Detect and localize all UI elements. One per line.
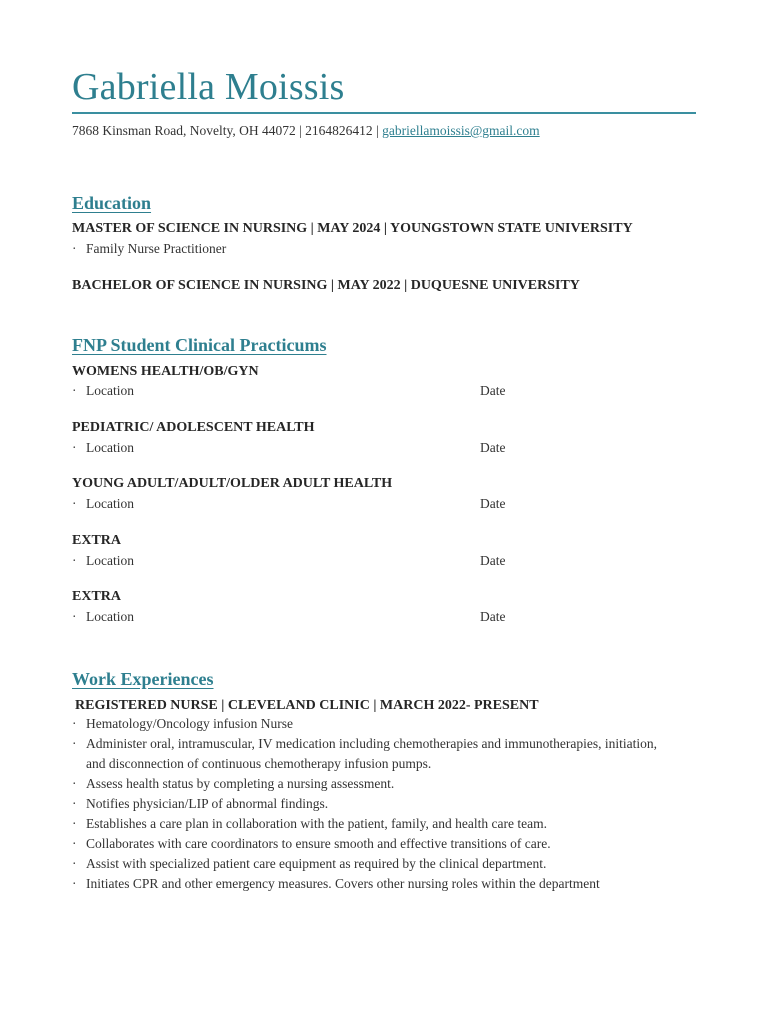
bullet-dot: · xyxy=(72,609,77,624)
work-bullet-text: Assist with specialized patient care equipment as required by the clinical department. xyxy=(86,856,547,871)
practicum-location xyxy=(72,551,134,571)
section-title-practicums: FNP Student Clinical Practicums xyxy=(72,335,327,355)
bullet-dot: · xyxy=(72,496,77,511)
practicum-location-text: Location xyxy=(86,440,134,455)
practicum-date: Date xyxy=(480,496,506,511)
practicum-location xyxy=(72,438,134,458)
practicum-date: Date xyxy=(480,553,506,568)
work-bullet-text: Establishes a care plan in collaboration with the patient, family, and health care team. xyxy=(86,816,547,831)
practicum-location-text: Location xyxy=(86,553,134,568)
practicum-location-text: Location xyxy=(86,609,134,624)
list-item xyxy=(72,734,672,774)
work-bullet-list xyxy=(72,714,672,894)
contact-line xyxy=(72,122,540,140)
practicum-date: Date xyxy=(480,440,506,455)
list-item xyxy=(72,874,672,894)
bullet-dot: · xyxy=(72,836,77,851)
education-heading-bsn: BACHELOR OF SCIENCE IN NURSING | MAY 2022 | DUQUESNE UNIVERSITY xyxy=(72,278,580,293)
practicum-location xyxy=(72,607,134,627)
email-link[interactable]: gabriellamoissis@gmail.com xyxy=(382,123,540,138)
practicum-heading: EXTRA xyxy=(72,533,122,548)
list-item xyxy=(72,794,672,814)
bullet-dot: · xyxy=(72,776,77,791)
education-bullet-text: Family Nurse Practitioner xyxy=(86,241,227,256)
practicum-location xyxy=(72,381,134,401)
list-item xyxy=(72,774,672,794)
header-divider xyxy=(72,112,696,114)
practicum-location xyxy=(72,494,134,514)
work-bullet-text: Notifies physician/LIP of abnormal findings. xyxy=(86,796,329,811)
bullet-dot: · xyxy=(72,876,77,891)
section-title-work: Work Experiences xyxy=(72,669,214,689)
practicum-heading: EXTRA xyxy=(72,589,122,604)
bullet-dot: · xyxy=(72,553,77,568)
bullet-dot: · xyxy=(72,241,77,256)
education-bullet xyxy=(72,239,226,259)
bullet-dot: · xyxy=(72,440,77,455)
practicum-location-text: Location xyxy=(86,496,134,511)
section-title-education: Education xyxy=(72,193,152,213)
practicum-heading: YOUNG ADULT/ADULT/OLDER ADULT HEALTH xyxy=(72,476,393,491)
contact-details: 7868 Kinsman Road, Novelty, OH 44072 | 2164826412 | xyxy=(72,123,383,138)
work-bullet-text: Administer oral, intramuscular, IV medication including chemotherapies and immunotherapies, initiation, and disconnection of continuous chemotherapy infusion pumps. xyxy=(86,736,657,771)
bullet-dot: · xyxy=(72,816,77,831)
list-item xyxy=(72,814,672,834)
list-item xyxy=(72,714,672,734)
practicum-date: Date xyxy=(480,383,506,398)
practicum-heading: WOMENS HEALTH/OB/GYN xyxy=(72,364,259,379)
work-bullet-text: Collaborates with care coordinators to ensure smooth and effective transitions of care. xyxy=(86,836,551,851)
work-bullet-text: Initiates CPR and other emergency measures. Covers other nursing roles within the department xyxy=(86,876,600,891)
work-bullet-text: Assess health status by completing a nursing assessment. xyxy=(86,776,395,791)
practicum-location-text: Location xyxy=(86,383,134,398)
bullet-dot: · xyxy=(72,716,77,731)
bullet-dot: · xyxy=(72,383,77,398)
education-heading-msn: MASTER OF SCIENCE IN NURSING | MAY 2024 | YOUNGSTOWN STATE UNIVERSITY xyxy=(72,221,633,236)
list-item xyxy=(72,854,672,874)
bullet-dot: · xyxy=(72,736,77,751)
work-heading: REGISTERED NURSE | CLEVELAND CLINIC | MARCH 2022- PRESENT xyxy=(75,698,539,713)
bullet-dot: · xyxy=(72,856,77,871)
work-bullet-text: Hematology/Oncology infusion Nurse xyxy=(86,716,293,731)
list-item xyxy=(72,834,672,854)
candidate-name: Gabriella Moissis xyxy=(72,66,345,108)
practicum-date: Date xyxy=(480,609,506,624)
bullet-dot: · xyxy=(72,796,77,811)
practicum-heading: PEDIATRIC/ ADOLESCENT HEALTH xyxy=(72,420,315,435)
